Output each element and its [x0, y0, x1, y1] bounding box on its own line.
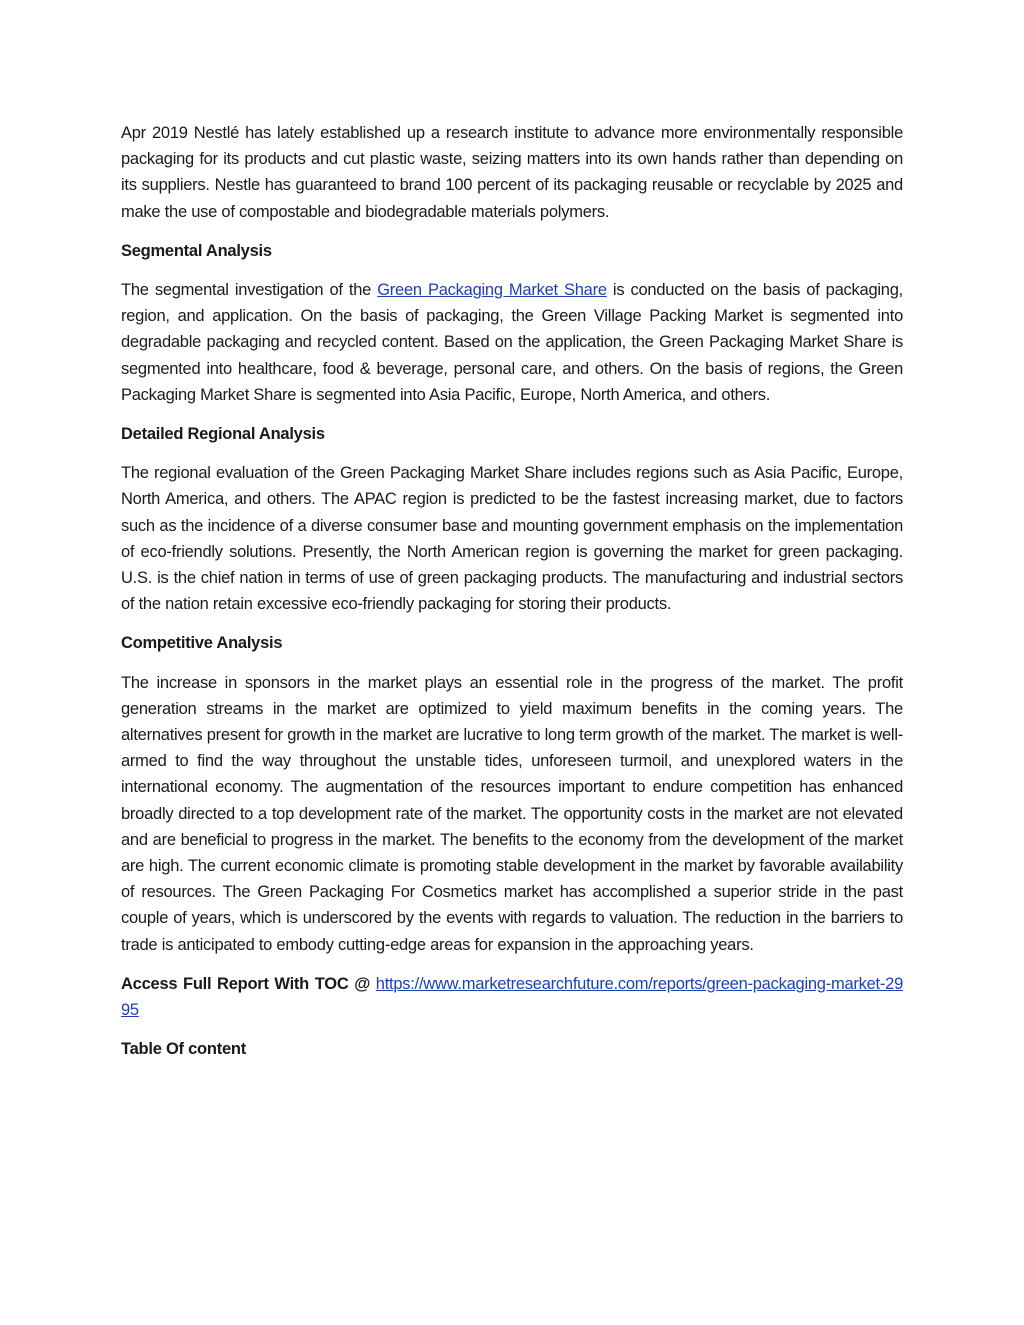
segmental-text-start: The segmental investigation of the [121, 281, 378, 300]
report-url-link[interactable]: https://www.marketresearchfuture.com/reports/green-packaging-market-2995 [121, 974, 903, 1020]
green-packaging-market-share-link[interactable]: Green Packaging Market Share [377, 281, 607, 300]
segmental-paragraph [121, 277, 903, 408]
competitive-analysis-heading: Competitive Analysis [121, 634, 283, 653]
access-report-line [121, 971, 903, 1023]
segmental-text-end: is conducted on the basis of packaging, region, and application. On the basis of packaging, the Green Village Packing Market is segmented into degradable packaging and recycled content. Based on the application, the Green Packaging Market Share is segmented into healthcare, food & beverage, personal care, and others. On the basis of regions, the Green Packaging Market Share is segmented into Asia Pacific, Europe, North America, and others. [121, 281, 903, 404]
regional-analysis-heading: Detailed Regional Analysis [121, 425, 325, 444]
competitive-paragraph: The increase in sponsors in the market plays an essential role in the progress of the market. The profit generation streams in the market are optimized to yield maximum benefits in the coming years. The alternatives present for growth in the market are lucrative to long term growth of the market. The market is well-armed to find the way throughout the unstable tides, unforeseen turmoil, and unexplored waters in the international economy. The augmentation of the resources important to endure competition has enhanced broadly directed to a top development rate of the market. The opportunity costs in the market are not elevated and are beneficial to progress in the market. The benefits to the economy from the development of the market are high. The current economic climate is promoting stable development in the market by favorable availability of resources. The Green Packaging For Cosmetics market has accomplished a superior stride in the past couple of years, which is underscored by the events with regards to valuation. The reduction in the barriers to trade is anticipated to embody cutting-edge areas for expansion in the approaching years. [121, 673, 903, 954]
document-body [121, 120, 903, 1076]
intro-paragraph: Apr 2019 Nestlé has lately established up a research institute to advance more environmentally responsible packaging for its products and cut plastic waste, seizing matters into its own hands rather than depending on its suppliers. Nestle has guaranteed to brand 100 percent of its packaging reusable or recyclable by 2025 and make the use of compostable and biodegradable materials polymers. [121, 124, 903, 221]
regional-paragraph: The regional evaluation of the Green Packaging Market Share includes regions such as Asia Pacific, Europe, North America, and others. The APAC region is predicted to be the fastest increasing market, due to factors such as the incidence of a diverse consumer base and mounting government emphasis on the implementation of eco-friendly solutions. Presently, the North American region is governing the market for green packaging. U.S. is the chief nation in terms of use of green packaging products. The manufacturing and industrial sectors of the nation retain excessive eco-friendly packaging for storing their products. [121, 464, 903, 614]
table-of-content-heading: Table Of content [121, 1040, 246, 1059]
access-report-label: Access Full Report With TOC @ [121, 974, 376, 993]
segmental-analysis-heading: Segmental Analysis [121, 241, 272, 260]
